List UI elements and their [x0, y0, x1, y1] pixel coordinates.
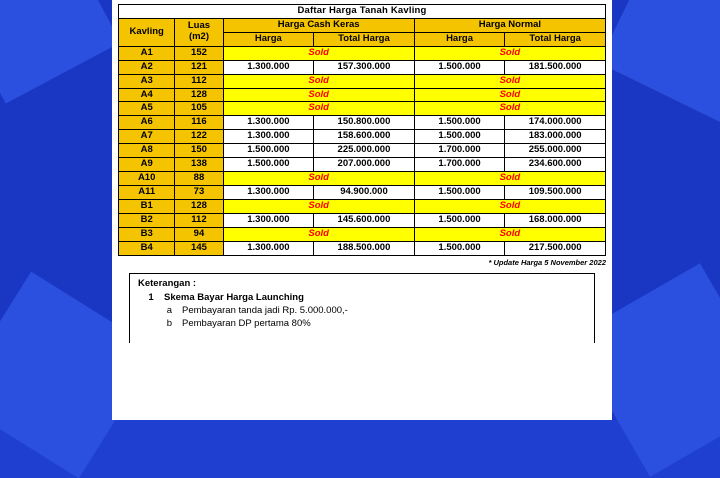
table-body [119, 46, 606, 255]
cell-luas: 88 [175, 172, 223, 186]
cell-luas: 128 [175, 88, 223, 102]
cell-normal-harga: 1.500.000 [414, 241, 505, 255]
cell-status-normal: Sold [414, 74, 605, 88]
keterangan-item-marker: a [166, 304, 172, 316]
table-row [119, 88, 606, 102]
cell-normal-total: 168.000.000 [505, 213, 606, 227]
cell-cash-total: 188.500.000 [314, 241, 415, 255]
cell-cash-total: 145.600.000 [314, 213, 415, 227]
cell-cash-harga: 1.300.000 [223, 130, 314, 144]
cell-normal-harga: 1.500.000 [414, 130, 505, 144]
table-row [119, 158, 606, 172]
cell-normal-harga: 1.500.000 [414, 213, 505, 227]
cell-luas: 112 [175, 74, 223, 88]
cell-kavling: B1 [119, 199, 175, 213]
cell-status-normal: Sold [414, 199, 605, 213]
cell-status-cash: Sold [223, 199, 414, 213]
keterangan-item-marker: 1 [148, 291, 154, 303]
cell-kavling: A11 [119, 185, 175, 199]
decorative-right-panel [612, 0, 720, 420]
cell-status-cash: Sold [223, 88, 414, 102]
cell-normal-total: 234.600.000 [505, 158, 606, 172]
update-note: * Update Harga 5 November 2022 [488, 257, 606, 267]
column-header-cash-keras: Harga Cash Keras [223, 18, 414, 32]
cell-luas: 121 [175, 60, 223, 74]
cell-kavling: A7 [119, 130, 175, 144]
table-row [119, 144, 606, 158]
column-header-cash-total: Total Harga [314, 32, 415, 46]
cell-kavling: A5 [119, 102, 175, 116]
cell-kavling: A10 [119, 172, 175, 186]
cell-cash-total: 207.000.000 [314, 158, 415, 172]
cell-cash-total: 157.300.000 [314, 60, 415, 74]
decorative-left-panel [0, 0, 112, 420]
cell-status-cash: Sold [223, 102, 414, 116]
cell-cash-harga: 1.300.000 [223, 185, 314, 199]
cell-cash-total: 158.600.000 [314, 130, 415, 144]
cell-normal-total: 181.500.000 [505, 60, 606, 74]
table-title-row [119, 5, 606, 19]
cell-cash-total: 150.800.000 [314, 116, 415, 130]
cell-cash-harga: 1.300.000 [223, 213, 314, 227]
keterangan-item [138, 318, 588, 329]
column-header-harga-normal: Harga Normal [414, 18, 605, 32]
cell-status-normal: Sold [414, 172, 605, 186]
cell-kavling: A4 [119, 88, 175, 102]
cell-normal-total: 217.500.000 [505, 241, 606, 255]
keterangan-item-text: Pembayaran tanda jadi Rp. 5.000.000,- [182, 304, 348, 316]
cell-luas: 128 [175, 199, 223, 213]
column-header-cash-harga: Harga [223, 32, 314, 46]
cell-kavling: A8 [119, 144, 175, 158]
cell-luas: 73 [175, 185, 223, 199]
cell-kavling: A1 [119, 46, 175, 60]
keterangan-item-text: Pembayaran DP pertama 80% [182, 317, 311, 329]
keterangan-title: Keterangan : [138, 277, 197, 289]
cell-kavling: A2 [119, 60, 175, 74]
column-header-normal-total: Total Harga [505, 32, 606, 46]
cell-luas: 152 [175, 46, 223, 60]
table-row [119, 185, 606, 199]
cell-cash-total: 94.900.000 [314, 185, 415, 199]
keterangan-box [129, 273, 595, 343]
cell-luas: 116 [175, 116, 223, 130]
cell-status-cash: Sold [223, 227, 414, 241]
column-header-normal-harga: Harga [414, 32, 505, 46]
cell-cash-harga: 1.300.000 [223, 60, 314, 74]
cell-luas: 145 [175, 241, 223, 255]
column-header-luas-line2: (m2) [188, 31, 209, 43]
document-sheet [112, 0, 612, 420]
table-row [119, 74, 606, 88]
table-row [119, 130, 606, 144]
column-header-luas-line1: Luas [187, 20, 211, 32]
keterangan-list [138, 292, 588, 329]
cell-status-normal: Sold [414, 227, 605, 241]
cell-cash-harga: 1.500.000 [223, 158, 314, 172]
table-row [119, 241, 606, 255]
cell-normal-harga: 1.700.000 [414, 158, 505, 172]
cell-cash-harga: 1.500.000 [223, 144, 314, 158]
cell-kavling: B4 [119, 241, 175, 255]
cell-luas: 150 [175, 144, 223, 158]
keterangan-item [138, 292, 588, 303]
cell-normal-total: 109.500.000 [505, 185, 606, 199]
table-row [119, 46, 606, 60]
cell-normal-harga: 1.500.000 [414, 185, 505, 199]
cell-kavling: A3 [119, 74, 175, 88]
cell-status-normal: Sold [414, 102, 605, 116]
cell-cash-harga: 1.300.000 [223, 241, 314, 255]
cell-kavling: A9 [119, 158, 175, 172]
cell-normal-harga: 1.500.000 [414, 116, 505, 130]
keterangan-item [138, 305, 588, 316]
column-header-kavling: Kavling [119, 18, 175, 46]
decorative-shape [0, 0, 121, 103]
cell-luas: 112 [175, 213, 223, 227]
decorative-shape [599, 0, 720, 124]
keterangan-item-text: Skema Bayar Harga Launching [164, 291, 304, 303]
table-header-group-row [119, 18, 606, 32]
keterangan-item-marker: b [166, 317, 172, 329]
cell-luas: 105 [175, 102, 223, 116]
cell-normal-total: 255.000.000 [505, 144, 606, 158]
cell-kavling: B2 [119, 213, 175, 227]
column-header-luas [175, 18, 223, 46]
table-row [119, 213, 606, 227]
cell-kavling: A6 [119, 116, 175, 130]
cell-status-cash: Sold [223, 46, 414, 60]
cell-status-cash: Sold [223, 74, 414, 88]
cell-normal-total: 183.000.000 [505, 130, 606, 144]
cell-status-cash: Sold [223, 172, 414, 186]
table-row [119, 172, 606, 186]
cell-luas: 94 [175, 227, 223, 241]
cell-cash-harga: 1.300.000 [223, 116, 314, 130]
table-row [119, 199, 606, 213]
cell-luas: 122 [175, 130, 223, 144]
cell-cash-total: 225.000.000 [314, 144, 415, 158]
cell-normal-harga: 1.700.000 [414, 144, 505, 158]
cell-normal-total: 174.000.000 [505, 116, 606, 130]
cell-status-normal: Sold [414, 46, 605, 60]
price-table [118, 4, 606, 256]
cell-luas: 138 [175, 158, 223, 172]
table-row [119, 227, 606, 241]
table-row [119, 102, 606, 116]
cell-kavling: B3 [119, 227, 175, 241]
table-row [119, 116, 606, 130]
cell-normal-harga: 1.500.000 [414, 60, 505, 74]
table-row [119, 60, 606, 74]
page-title: Daftar Harga Tanah Kavling [119, 5, 606, 19]
cell-status-normal: Sold [414, 88, 605, 102]
